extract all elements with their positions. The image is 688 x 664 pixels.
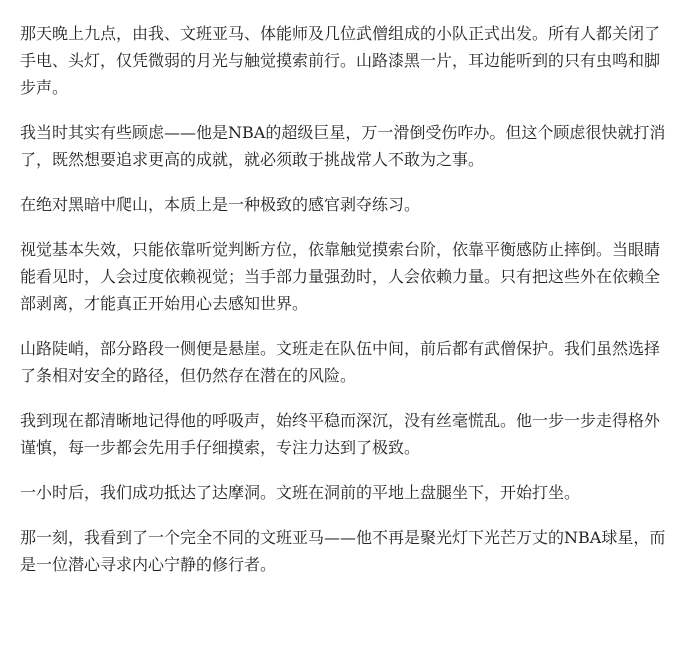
paragraph-senses: 视觉基本失效，只能依靠听觉判断方位，依靠触觉摸索台阶，依靠平衡感防止摔倒。当眼睛能看见时，人会过度依赖视觉；当手部力量强劲时，人会依赖力量。只有把这些外在依赖全部剥离，才能真正开始用心去感知世界。 (20, 240, 661, 313)
paragraph-departure: 那天晚上九点，由我、文班亚马、体能师及几位武僧组成的小队正式出发。所有人都关闭了手电、头灯，仅凭微弱的月光与触觉摸索前行。山路漆黑一片，耳边能听到的只有虫鸣和脚步声。 (20, 24, 661, 97)
paragraph-arrival: 一小时后，我们成功抵达了达摩洞。文班在洞前的平地上盘腿坐下，开始打坐。 (20, 483, 581, 502)
paragraph-sensory-deprivation: 在绝对黑暗中爬山，本质上是一种极致的感官剥夺练习。 (20, 195, 421, 214)
paragraph-cliff-path: 山路陡峭，部分路段一侧便是悬崖。文班走在队伍中间，前后都有武僧保护。我们虽然选择了条相对安全的路径，但仍然存在潜在的风险。 (20, 339, 661, 385)
paragraph-concern: 我当时其实有些顾虑——他是NBA的超级巨星，万一滑倒受伤咋办。但这个顾虑很快就打消了，既然想要追求更高的成就，就必须敢于挑战常人不敢为之事。 (20, 123, 666, 169)
paragraph-breathing: 我到现在都清晰地记得他的呼吸声，始终平稳而深沉，没有丝毫慌乱。他一步一步走得格外谨慎，每一步都会先用手仔细摸索，专注力达到了极致。 (20, 411, 661, 457)
paragraph-reflection: 那一刻，我看到了一个完全不同的文班亚马——他不再是聚光灯下光芒万丈的NBA球星，而是一位潜心寻求内心宁静的修行者。 (20, 528, 666, 574)
article-body (20, 20, 670, 596)
